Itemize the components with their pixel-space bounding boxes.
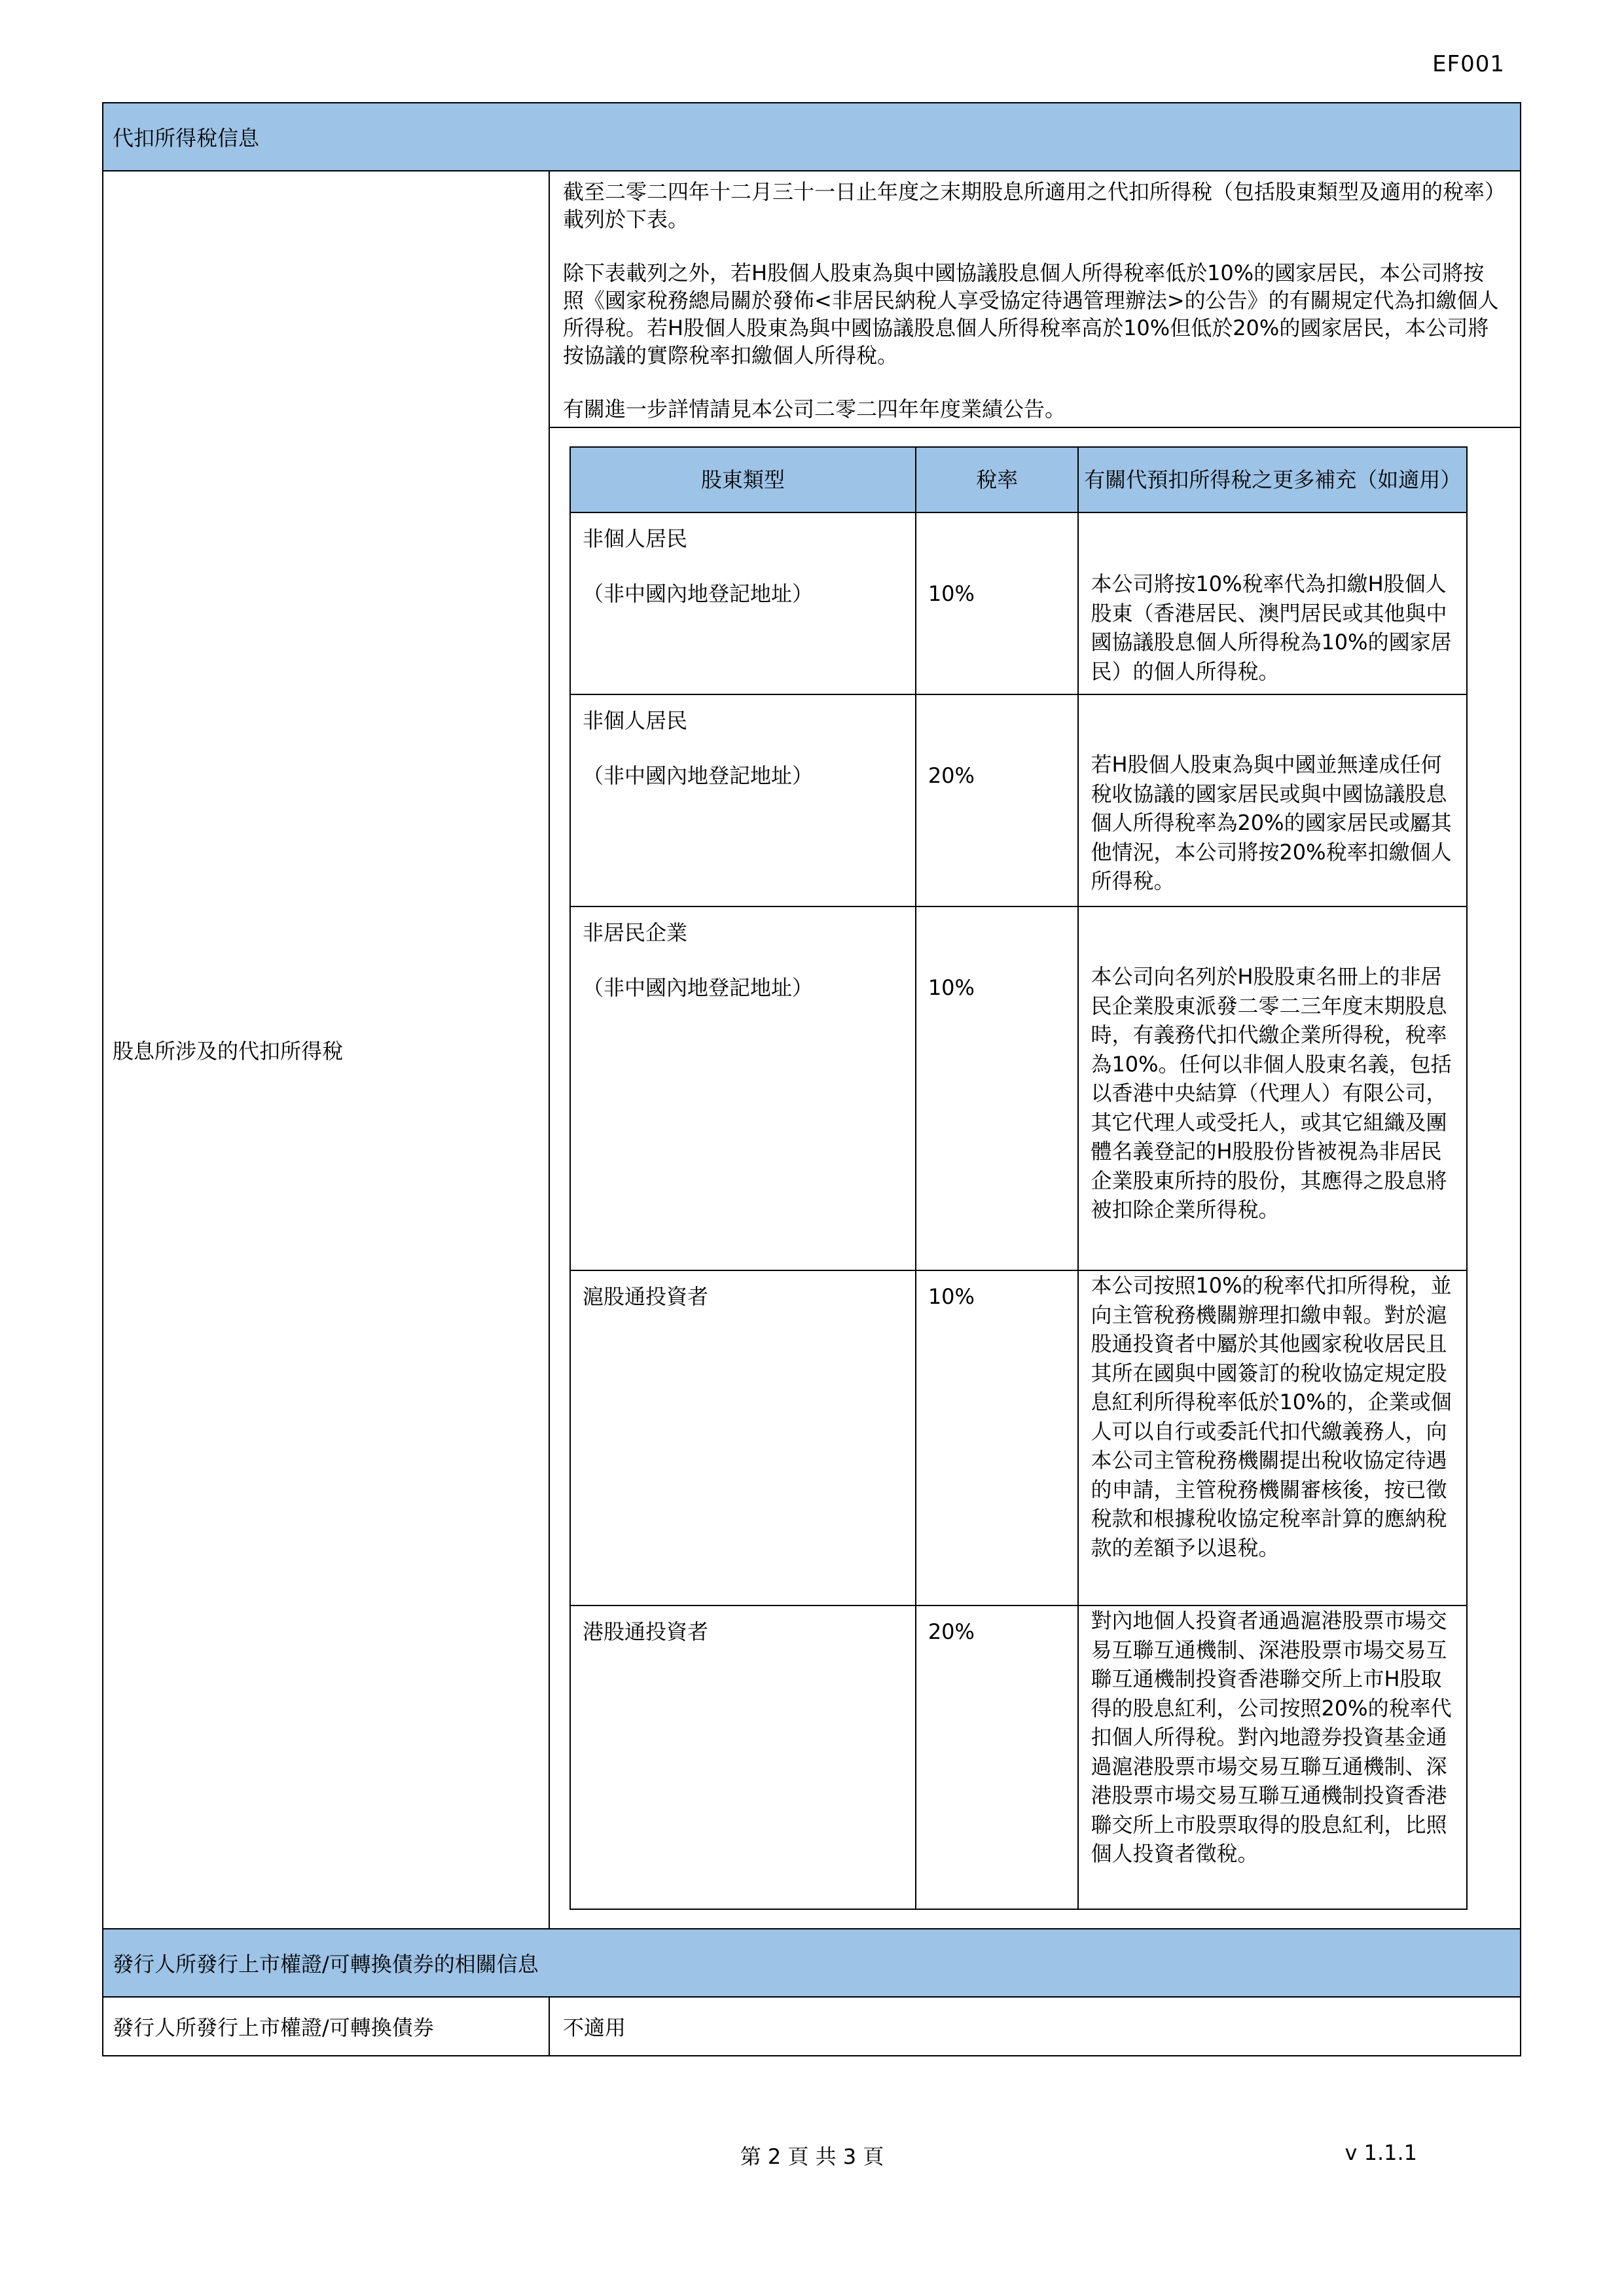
tax-rate: 20% [928, 763, 975, 788]
form-frame [102, 102, 1521, 2056]
version-label: v 1.1.1 [1344, 2140, 1417, 2165]
table-row [570, 694, 1467, 906]
shareholder-type: 港股通投資者 [583, 1619, 709, 1644]
withholding-tax-row [103, 171, 1520, 1929]
tax-note: 本公司將按10%稅率代為扣繳H股個人股東（香港居民、澳門居民或其他與中國協議股息個人所得稅為10%的國家居民）的個人所得稅。 [1091, 571, 1452, 684]
withholding-tax-content [550, 171, 1520, 1928]
tax-note: 本公司向名列於H股股東名冊上的非居民企業股東派發二零二三年度末期股息時，有義務代扣代繳企業所得稅，稅率為10%。任何以非個人股東名義，包括以香港中央結算（代理人）有限公司，其它代理人或受托人，或其它組織及團體名義登記的H股股份皆被視為非居民企業股東所持的股份，其應得之股息將被扣除企業所得稅。 [1091, 964, 1452, 1222]
intro-text [550, 171, 1520, 428]
table-header-row [570, 447, 1467, 512]
tax-rate: 10% [928, 581, 975, 606]
table-row [570, 1605, 1467, 1909]
header-shareholder-type: 股東類型 [570, 447, 916, 512]
intro-paragraph: 除下表載列之外，若H股個人股東為與中國協議股息個人所得稅率低於10%的國家居民，本公司將按照《國家稅務總局關於發佈<非居民納稅人享受協定待遇管理辦法>的公告》的有關規定代為扣繳個人所得稅。若H股個人股東為與中國協議股息個人所得稅率高於10%但低於20%的國家居民，本公司將按協議的實際稅率扣繳個人所得稅。 [563, 260, 1499, 368]
section-header-withholding-tax: 代扣所得稅信息 [103, 103, 1520, 171]
withholding-tax-label: 股息所涉及的代扣所得稅 [103, 171, 550, 1928]
listed-warrants-row [103, 1998, 1520, 2055]
table-row [570, 1270, 1467, 1605]
header-tax-rate: 稅率 [916, 447, 1079, 512]
tax-rate: 10% [928, 975, 975, 1000]
shareholder-type: 非個人居民 [583, 708, 688, 733]
tax-rate-table [569, 446, 1468, 1910]
tax-rate: 10% [928, 1284, 975, 1309]
shareholder-type: 非個人居民 [583, 526, 688, 551]
table-row [570, 512, 1467, 694]
tax-rate: 20% [928, 1619, 975, 1644]
shareholder-type-sub: （非中國內地登記地址） [583, 763, 814, 788]
section-header-listed-warrants: 發行人所發行上市權證/可轉換債券的相關信息 [103, 1929, 1520, 1998]
shareholder-type: 滬股通投資者 [583, 1284, 709, 1309]
tax-note: 本公司按照10%的稅率代扣所得稅，並向主管稅務機關辦理扣繳申報。對於滬股通投資者中屬於其他國家稅收居民且其所在國與中國簽訂的稅收協定規定股息紅利所得稅率低於10%的，企業或個人可以自行或委託代扣代繳義務人，向本公司主管稅務機關提出稅收協定待遇的申請，主管稅務機關審核後，按已徵稅款和根據稅收協定稅率計算的應納稅款的差額予以退稅。 [1091, 1273, 1452, 1560]
shareholder-type-sub: （非中國內地登記地址） [583, 581, 814, 606]
document-code: EF001 [1432, 51, 1505, 77]
shareholder-type: 非居民企業 [583, 920, 688, 945]
listed-warrants-label: 發行人所發行上市權證/可轉換債券 [103, 1998, 550, 2055]
listed-warrants-value: 不適用 [563, 2015, 626, 2040]
header-notes: 有關代預扣所得稅之更多補充（如適用） [1078, 447, 1467, 512]
intro-paragraph: 截至二零二四年十二月三十一日止年度之末期股息所適用之代扣所得稅（包括股東類型及適用的稅率）載列於下表。 [563, 179, 1496, 232]
table-row [570, 906, 1467, 1270]
shareholder-type-sub: （非中國內地登記地址） [583, 975, 814, 1000]
tax-note: 對內地個人投資者通過滬港股票市場交易互聯互通機制、深港股票市場交易互聯互通機制投資香港聯交所上市H股取得的股息紅利，公司按照20%的稅率代扣個人所得稅。對內地證券投資基金通過滬港股票市場交易互聯互通機制、深港股票市場交易互聯互通機制投資香港聯交所上市股票取得的股息紅利，比照個人投資者徵稅。 [1091, 1608, 1452, 1866]
intro-paragraph: 有關進一步詳情請見本公司二零二四年年度業績公告。 [563, 397, 1066, 422]
page-number: 第 2 頁 共 3 頁 [740, 2144, 884, 2169]
tax-note: 若H股個人股東為與中國並無達成任何稅收協議的國家居民或與中國協議股息個人所得稅率為20%的國家居民或屬其他情況，本公司將按20%稅率扣繳個人所得稅。 [1091, 752, 1452, 893]
